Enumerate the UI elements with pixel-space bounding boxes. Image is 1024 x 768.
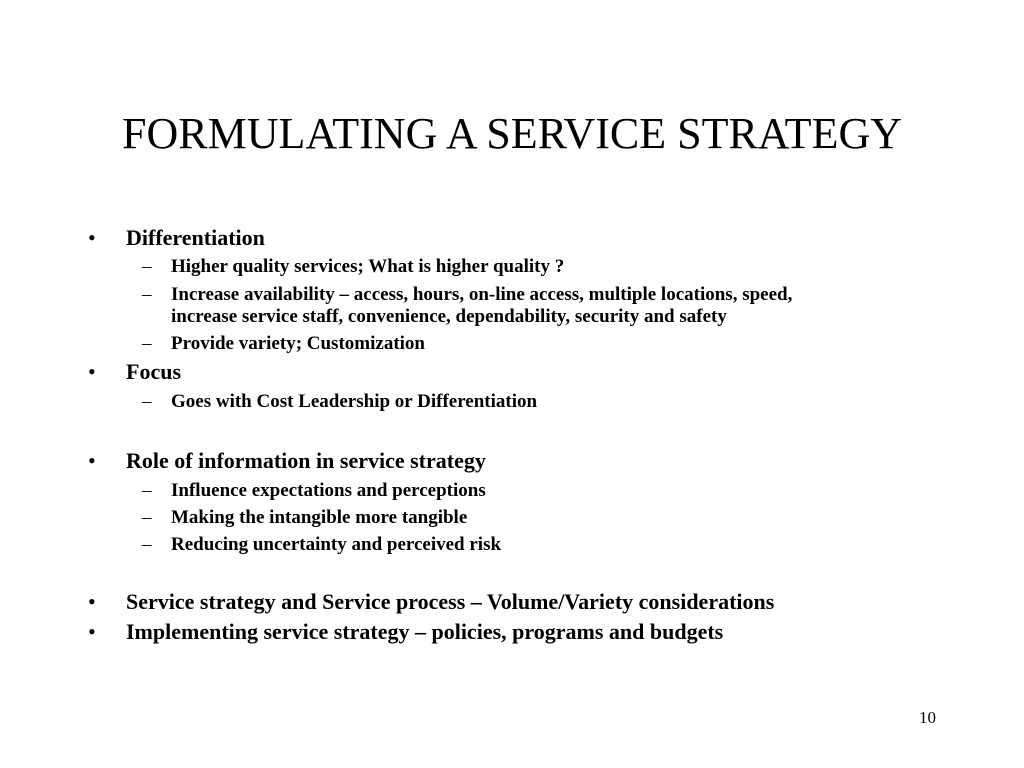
bullet-marker: • [88,359,96,384]
bullet-label: Focus [126,359,181,384]
slide-title: FORMULATING A SERVICE STRATEGY [122,109,902,158]
sub-bullet-text: Goes with Cost Leadership or Differentiation [171,391,538,412]
bullet-label: Differentiation [126,225,265,250]
bullet-marker: • [88,589,96,614]
sub-bullet-text-continued: increase service staff, convenience, dependability, security and safety [171,306,727,327]
sub-bullet-text: Reducing uncertainty and perceived risk [171,534,502,555]
bullet-label: Implementing service strategy – policies, programs and budgets [126,619,724,644]
sub-bullet-marker: – [142,534,152,555]
sub-bullet-text: Higher quality services; What is higher quality ? [171,256,565,277]
bullet-marker: • [88,619,96,644]
sub-bullet-marker: – [142,284,152,305]
bullet-marker: • [88,448,96,473]
bullet-marker: • [88,225,96,250]
sub-bullet-marker: – [142,256,152,277]
sub-bullet-marker: – [142,391,152,412]
bullet-label: Role of information in service strategy [126,448,486,473]
sub-bullet-text: Influence expectations and perceptions [171,480,486,501]
sub-bullet-text: Making the intangible more tangible [171,507,468,528]
sub-bullet-marker: – [142,480,152,501]
page-number: 10 [919,708,936,727]
bullet-label: Service strategy and Service process – Volume/Variety considerations [126,589,775,614]
sub-bullet-marker: – [142,333,152,354]
sub-bullet-text: Provide variety; Customization [171,333,425,354]
sub-bullet-marker: – [142,507,152,528]
sub-bullet-text: Increase availability – access, hours, on-line access, multiple locations, speed, [171,284,793,305]
